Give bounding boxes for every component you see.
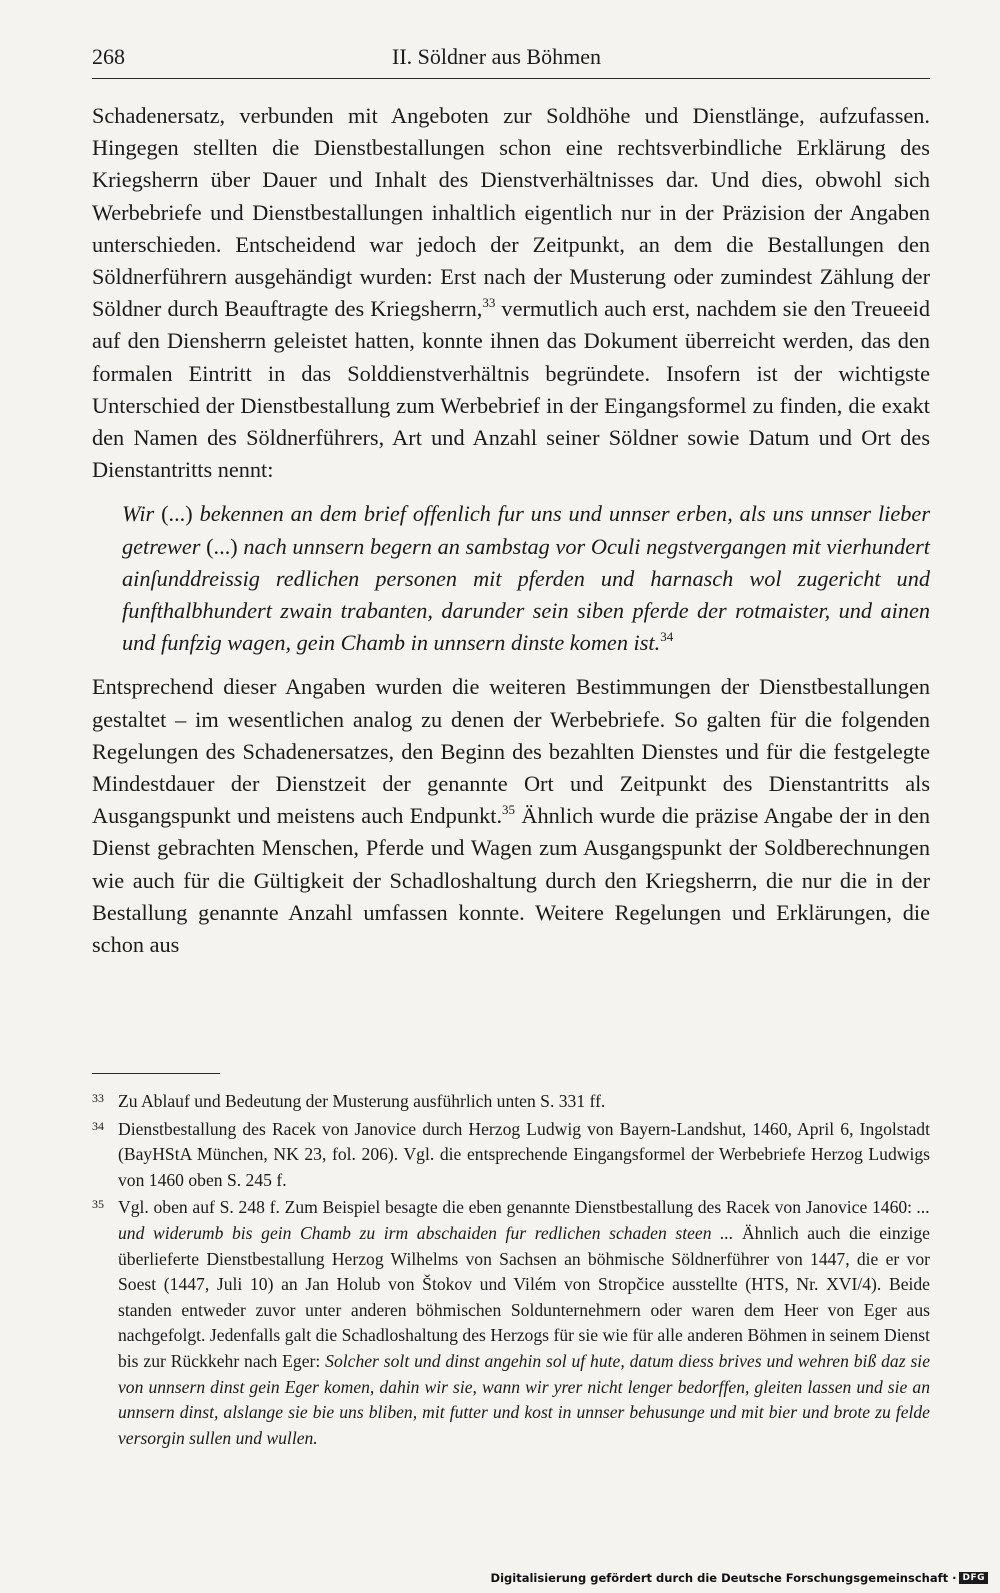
quote-text: bekennen an dem brief offenlich fur uns und unnser erben, als uns unnser lieber getrewer: [122, 501, 930, 559]
footnote-quote: ... und widerumb bis gein Chamb zu irm abschaiden fur redlichen schaden steen ...: [118, 1197, 930, 1243]
footnote-text: Dienstbestallung des Racek von Janovice durch Herzog Ludwig von Bayern-Landshut, 1460, April 6, Ingolstadt (BayHStA München, NK 23, fol. 206). Vgl. die entsprechende Eingangsformel der Werbebriefe Herzog Ludwigs von 1460 oben S. 245 f.: [118, 1118, 930, 1190]
footnote-ref[interactable]: 34: [660, 629, 674, 645]
footnote-text: Vgl. oben auf S. 248 f. Zum Beispiel besagte die eben genannte Dienstbestallung des Racek von Janovice 1460:: [118, 1197, 917, 1218]
footnote-33: [92, 1089, 930, 1115]
quote-text: Wir: [122, 501, 162, 527]
quote-text: nach unnsern begern an sambstag vor Oculi negstvergangen mit vierhundert ainſunddreissig redlichen personen mit pferden und harnasch wol zugericht und funfthalbhundert zwain trabanten, darunder sein siben pferde der rotmaister, und ainen und funfzig wagen, gein Chamb in unnsern dinste komen ist.: [122, 533, 930, 656]
running-head: II. Söldner aus Böhmen: [392, 44, 601, 69]
page-header: [92, 44, 930, 79]
quote-ellipsis: (...): [161, 501, 193, 527]
paragraph-text: vermutlich auch erst, nachdem sie den Treueeid auf den Diensherrn geleistet hatten, konnte ihnen das Dokument überreicht werden, das den formalen Eintritt in das Solddienstverhältnis begründete. Insofern ist der wichtigste Unterschied der Dienstbestallung zum Werbebrief in der Eingangsformel zu finden, die exakt den Namen des Söldnerführers, Art und Anzahl seiner Söldner sowie Datum und Ort des Dienstantritts nennt:: [92, 296, 930, 483]
footnote-divider: [92, 1073, 220, 1074]
paragraph: [92, 100, 930, 486]
footnote-35: [92, 1195, 930, 1451]
paragraph-text: Entsprechend dieser Angaben wurden die weiteren Bestimmungen der Dienstbestallungen gestaltet – im wesentlichen analog zu denen der Werbebriefe. So galten für die folgenden Regelungen des Schadenersatzes, den Beginn des bezahlten Dienstes und für die festgelegte Mindestdauer der Dienstzeit der genannte Ort und Zeitpunkt des Dienstantritts als Ausgangspunkt und meistens auch Endpunkt.: [92, 674, 930, 829]
dfg-logo: DFG: [959, 1572, 988, 1584]
footnote-text: Zu Ablauf und Bedeutung der Musterung ausführlich unten S. 331 ff.: [118, 1091, 606, 1111]
digitization-credit: [491, 1571, 988, 1585]
footnotes: [92, 1089, 930, 1453]
footnote-number: 34: [92, 1118, 104, 1133]
main-text: [92, 100, 930, 961]
quote-ellipsis: (...): [206, 533, 238, 559]
paragraph-text: Schadenersatz, verbunden mit Angeboten zur Soldhöhe und Dienstlänge, aufzufassen. Hingegen stellten die Dienstbestallungen schon eine rechtsverbindliche Erklärung des Kriegsherrn über Dauer und Inhalt des Dienstverhältnisses dar. Und dies, obwohl sich Werbebriefe und Dienstbestallungen inhaltlich eigentlich nur in der Präzision der Angaben unterschieden. Entscheidend war jedoch der Zeitpunkt, an dem die Bestallungen den Söldnerführern ausgehändigt wurden: Erst nach der Musterung oder zumindest Zählung der Söldner durch Beauftragte des Kriegsherrn,: [92, 103, 930, 322]
footnote-number: 35: [92, 1197, 104, 1212]
paragraph-text: Ähnlich wurde die präzise Angabe der in den Dienst gebrachten Menschen, Pferde und Wagen zum Ausgangspunkt der Soldberechnungen wie auch für die Gültigkeit der Schadloshaltung durch den Kriegsherrn, die nur die in der Bestallung genannte Anzahl umfassen konnte. Weitere Regelungen und Erklärungen, die schon aus: [92, 803, 931, 958]
footnote-ref[interactable]: 33: [482, 295, 496, 311]
footnote-number: 33: [92, 1091, 104, 1105]
footnote-34: [92, 1117, 930, 1194]
footnote-text: Ähnlich auch die einzige überlieferte Dienstbestallung Herzog Wilhelms von Sachsen an böhmische Söldnerführer von 1447, die er vor Soest (1447, Juli 10) an Jan Holub von Štokov und Vilém von Stropčice ausstellte (HTS, Nr. XVI/4). Beide standen entweder zuvor unter anderen böhmischen Soldunternehmern oder waren dem Heer von Eger aus nachgefolgt. Jedenfalls galt die Schadloshaltung des Herzogs für sie wie für alle anderen Böhmen in seinem Dienst bis zur Rückkehr nach Eger:: [118, 1222, 930, 1371]
footnote-ref[interactable]: 35: [502, 802, 516, 818]
credit-text: Digitalisierung gefördert durch die Deutsche Forschungsgemeinschaft ·: [490, 1571, 957, 1585]
footnote-quote: Solcher solt und dinst angehin sol uf hute, datum diess brives und wehren biß daz sie von unnsern dinst gein Eger komen, dahin wir sie, wann wir yrer nicht lenger bedorffen, gleiten lassen und sie an unnsern dinst, alslange sie bie uns bliben, mit futter und kost in unnser behusunge und mit bier und brote zu felde versorgin sullen und wullen.: [118, 1350, 931, 1448]
block-quote: [122, 498, 930, 659]
page-number: 268: [92, 44, 125, 69]
paragraph: [92, 671, 930, 961]
